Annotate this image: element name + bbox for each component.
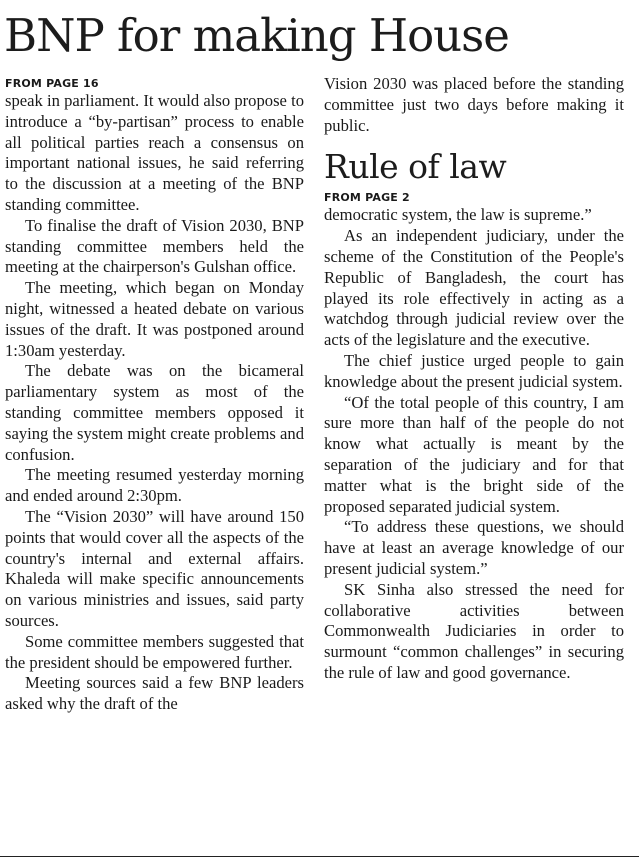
- left-paragraph: To finalise the draft of Vision 2030, BNP standing committee members held the meeting at the chairperson's Gulshan office.: [5, 215, 304, 277]
- sub-headline: Rule of law: [324, 147, 507, 187]
- right-continuation: Vision 2030 was placed before the standing committee just two days before making it public.: [324, 74, 624, 135]
- right-paragraph: As an independent judiciary, under the scheme of the Constitution of the People's Republic of Bangladesh, the court has played its role effectively in acting as a watchdog through judicial review over the acts of the legislature and the executive.: [324, 226, 624, 350]
- right-paragraph: SK Sinha also stressed the need for collaborative activities between Commonwealth Judiciaries in order to surmount “common challenges” in securing the rule of law and good governance.: [324, 579, 624, 682]
- left-paragraph: Meeting sources said a few BNP leaders asked why the draft of the: [5, 673, 304, 714]
- right-paragraph: The chief justice urged people to gain knowledge about the present judicial system.: [324, 350, 624, 391]
- bottom-rule: [0, 856, 639, 857]
- left-paragraph: The “Vision 2030” will have around 150 points that would cover all the aspects of the country's internal and external affairs. Khaleda will make specific announcements on various ministries and issues, said party sources.: [5, 506, 304, 630]
- left-column: [5, 77, 304, 715]
- left-paragraph: The debate was on the bicameral parliamentary system as most of the standing committee members opposed it saying the system might create problems and confusion.: [5, 361, 304, 464]
- left-paragraph: Some committee members suggested that the president should be empowered further.: [5, 631, 304, 672]
- left-paragraph: speak in parliament. It would also propose to introduce a “by-partisan” process to enable all political parties reach a consensus on important national issues, he said referring to the discussion at a meeting of the BNP standing committee.: [5, 91, 304, 214]
- right-paragraph: democratic system, the law is supreme.”: [324, 205, 592, 225]
- right-kicker: FROM PAGE 2: [324, 191, 410, 205]
- left-paragraph: The meeting, which began on Monday night, witnessed a heated debate on various issues of the draft. It was postponed around 1:30am yesterday.: [5, 278, 304, 360]
- right-paragraph: “To address these questions, we should have at least an average knowledge of our present judicial system.”: [324, 517, 624, 578]
- left-kicker: FROM PAGE 16: [5, 77, 99, 90]
- right-paragraph: “Of the total people of this country, I am sure more than half of the people do not know what actually is meant by the separation of the judiciary and for that matter what is the bright side of the proposed separated judicial system.: [324, 392, 624, 516]
- headline: BNP for making House: [4, 9, 509, 62]
- left-paragraph: The meeting resumed yesterday morning and ended around 2:30pm.: [5, 465, 304, 506]
- right-column: [324, 74, 624, 684]
